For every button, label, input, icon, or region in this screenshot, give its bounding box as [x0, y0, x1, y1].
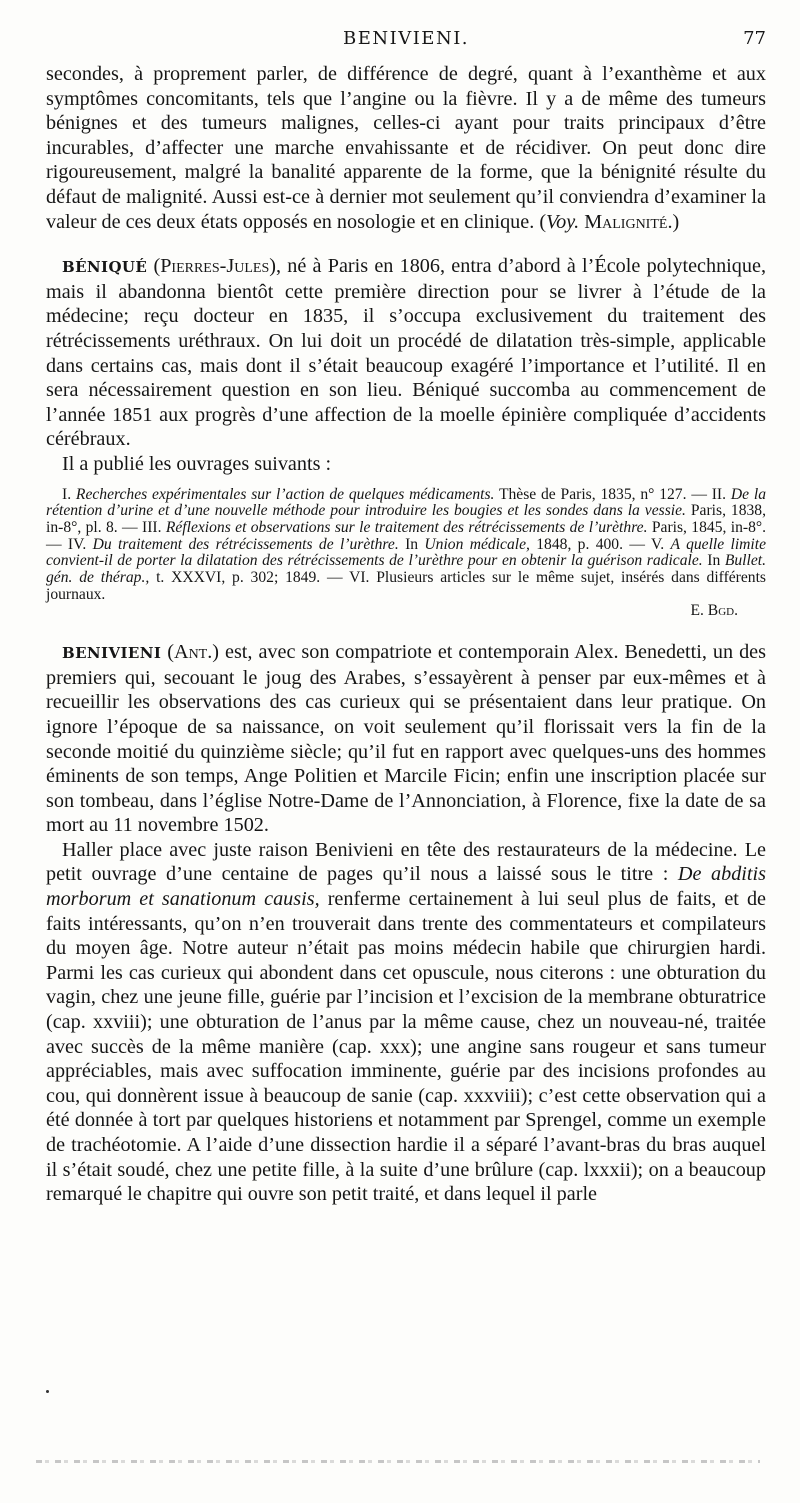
print-speck	[46, 1390, 49, 1393]
biblio-rest-3: Paris, 1845, in-8°. — IV.	[46, 518, 766, 553]
biblio-title-2: De la rétention d’urine et d’une nouvelle méthode pour introduire les bougies et les sondes dans la vessie.	[46, 485, 766, 520]
entry-benique	[46, 254, 766, 452]
bibliography-list	[46, 487, 766, 604]
benivieni-p2-a: Haller place avec juste raison Benivieni en tête des restaurateurs de la médecine. Le petit ouvrage d’une centaine de pages qu’il nous a laissé sous le titre :	[46, 838, 766, 886]
entry-benivieni	[46, 640, 766, 838]
biblio-journal-5: Bullet. gén. de thérap.,	[46, 552, 766, 587]
biblio-journal-4: Union médicale,	[424, 535, 530, 553]
biblio-rest-5: t. XXXVI, p. 302; 1849. — VI. Plusieurs articles sur le même sujet, insérés dans différents journaux.	[46, 569, 766, 603]
document-page	[46, 28, 766, 1207]
benique-text: né à Paris en 1806, entra d’abord à l’École polytechnique, mais il abandonna bientôt cette première direction pour se livrer à l’étude de la médecine; reçu docteur en 1835, il s’occupa exclusivement du traitement des rétrécissements uréthraux. On lui doit un procédé de dilatation très-simple, applicable dans certains cas, mais dont il s’était beaucoup exagéré l’importance et l’utilité. Il en sera nécessairement question en son lieu. Béniqué succomba au commencement de l’année 1851 aux progrès d’une affection de la moelle épinière compliquée d’accidents cérébraux.	[46, 255, 766, 451]
benique-name: (Pierres-Jules),	[153, 255, 281, 278]
running-title: BENIVIENI.	[342, 28, 470, 49]
intro-close: )	[672, 210, 680, 233]
headword-benivieni: BENIVIENI	[62, 644, 162, 663]
biblio-title-5: A quelle limite convient-il de porter la dilatation des rétrécissements de l’urèthre pour en obtenir la guérison radicale.	[46, 535, 767, 570]
bibliography	[46, 487, 766, 621]
voy-abbrev: Voy.	[546, 210, 580, 233]
benivieni-book-title: De abditis morborum et sanationum causis,	[46, 863, 766, 911]
biblio-rest-2: Paris, 1838, in-8°, pl. 8. — III.	[46, 502, 767, 536]
running-header	[46, 28, 766, 62]
biblio-number: I.	[62, 485, 76, 503]
page-footer-noise	[36, 1460, 760, 1463]
benivieni-paragraph-2	[46, 838, 766, 1207]
intro-paragraph	[46, 62, 766, 234]
biblio-mid-4: In	[398, 535, 425, 553]
intro-text: secondes, à proprement parler, de différence de degré, quant à l’exanthème et aux symptômes concomitants, tels que l’angine ou la fièvre. Il y a de même des tumeurs bénignes et des tumeurs malignes, celles-ci ayant pour traits principaux d’être incurables, d’affecter une marche envahissante et de récidiver. On peut donc dire rigoureusement, malgré la banalité apparente de la forme, que la bénignité résulte du défaut de malignité. Aussi est-ce à dernier mot seulement qu’il conviendra d’examiner la valeur de ces deux états opposés en nosologie et en clinique. (	[46, 63, 766, 233]
benivieni-p2-b: renferme certainement à lui seul plus de faits, et de faits intéressants, qu’on n’en trouverait dans trente des commentateurs et compilateurs du moyen âge. Notre auteur n’était pas moins médecin habile que chirurgien hardi. Parmi les cas curieux qui abondent dans cet opuscule, nous citerons : une obturation du vagin, chez une jeune fille, guérie par l’incision et l’excision de la membrane obturatrice (cap. xxviii); une obturation de l’anus par la même cause, chez un nouveau-né, traitée avec succès de la même manière (cap. xxx); une angine sans rougeur et sans tumeur appréciables, mais avec suffocation imminente, guérie par des incisions profondes au cou, qui donnèrent issue à beaucoup de sanie (cap. xxxviii); c’est cette observation qui a été donnée à tort par quelques historiens et notamment par Sprengel, comme un exemple de trachéotomie. A l’aide d’une dissection hardie il a séparé l’avant-bras du bras auquel il s’était soudé, chez une petite fille, à la suite d’une brûlure (cap. lxxxii); on a beaucoup remarqué le chapitre qui ouvre son petit traité, et dans lequel il parle	[46, 888, 766, 1206]
benivieni-text: est, avec son compatriote et contemporain Alex. Benedetti, un des premiers qui, secouant le joug des Arabes, s’essayèrent à penser par eux-mêmes et à recueillir les observations des cas curieux qui se présentaient dans leur pratique. On ignore l’époque de sa naissance, on voit seulement qu’il florissait vers la fin de la seconde moitié du quinzième siècle; qu’il fut en rapport avec quelques-uns des hommes éminents de son temps, Ange Politien et Marcile Ficin; enfin une inscription placée sur son tombeau, dans l’église Notre-Dame de l’Annonciation, à Florence, fixe la date de sa mort au 11 novembre 1502.	[46, 641, 766, 837]
page-number: 77	[743, 28, 766, 49]
biblio-title-4: Du traitement des rétrécissements de l’urèthre.	[92, 535, 399, 553]
biblio-rest-4: 1848, p. 400. — V.	[529, 535, 671, 553]
cross-reference: Malignité.	[584, 210, 673, 233]
biblio-rest-1: Thèse de Paris, 1835, n° 127. — II.	[494, 485, 731, 503]
biblio-mid-5: In	[702, 552, 725, 570]
benivieni-name: (Ant.)	[167, 641, 219, 664]
biblio-title-1: Recherches expérimentales sur l’action de quelques médicaments.	[75, 485, 495, 503]
headword-benique: BÉNIQUÉ	[62, 258, 148, 277]
benique-published: Il a publié les ouvrages suivants :	[62, 452, 332, 475]
author-signature: E. Bgd.	[690, 602, 738, 620]
biblio-title-3: Réflexions et observations sur le traitement des rétrécissements de l’urèthre.	[165, 518, 648, 536]
